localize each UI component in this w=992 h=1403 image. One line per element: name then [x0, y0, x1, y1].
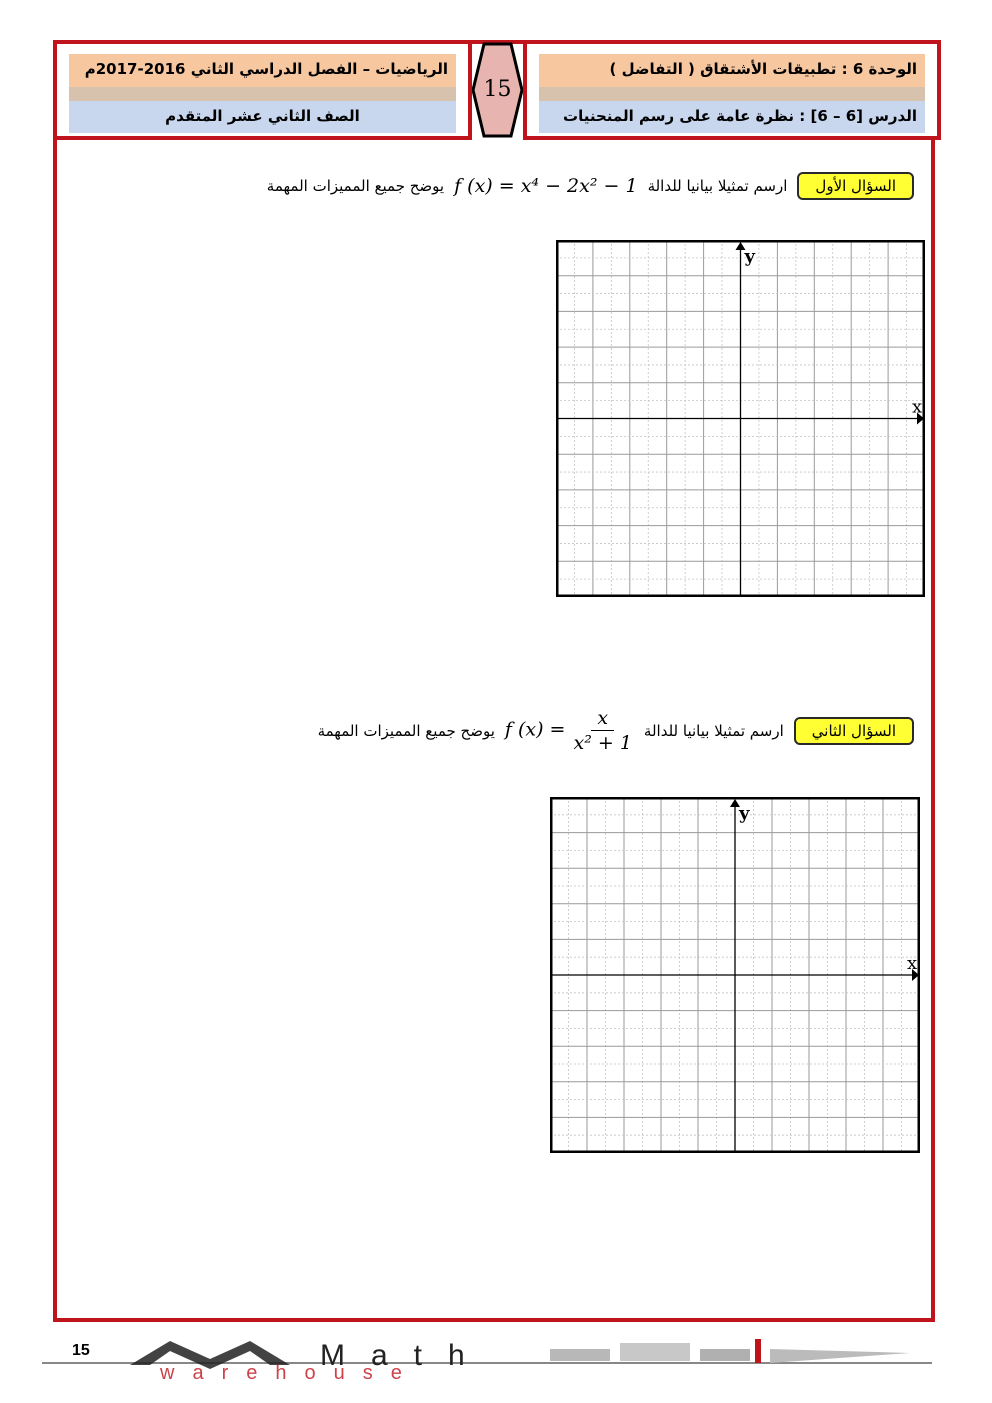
fraction-numerator: x [591, 706, 614, 731]
header-divider-band [539, 87, 925, 101]
question-2-badge: السؤال الثاني [794, 717, 914, 745]
fraction-denominator: x² + 1 [573, 732, 632, 754]
graph-grid-1 [556, 240, 925, 597]
question-2-prompt: ارسم تمثيلا بيانيا للدالة [643, 721, 784, 740]
grade-label: الصف الثاني عشر المتقدم [69, 101, 456, 133]
logo-warehouse-text: warehouse [160, 1362, 420, 1380]
x-axis-label: x [912, 396, 923, 418]
question-1-suffix: يوضح جميع المميزات المهمة [266, 177, 445, 195]
y-axis-label: y [739, 803, 750, 824]
question-1-formula [454, 175, 637, 197]
formula-lhs: f (x) = [454, 175, 515, 197]
fraction [574, 706, 632, 755]
question-1-row [267, 172, 914, 200]
question-1-prompt: ارسم تمثيلا بيانيا للدالة [647, 177, 788, 195]
math-warehouse-logo [130, 1335, 930, 1380]
unit-title: الوحدة 6 : تطبيقات الأشتقاق ( التفاضل ) [539, 54, 925, 87]
page-badge-number: 15 [483, 77, 512, 102]
y-axis-label: y [744, 246, 755, 267]
question-1-badge: السؤال الأول [797, 172, 914, 200]
logo-math-text: Math [320, 1339, 491, 1372]
formula-rhs: x⁴ − 2x² − 1 [520, 175, 638, 197]
lesson-title: الدرس [6 – 6] : نظرة عامة على رسم المنحنيات [539, 101, 925, 133]
page-badge [472, 40, 523, 140]
question-2-formula [505, 706, 634, 755]
question-2-suffix: يوضح جميع المميزات المهمة [317, 721, 495, 740]
footer-page-number: 15 [72, 1342, 90, 1359]
subject-semester-label: الرياضيات – الفصل الدراسي الثاني 2016-2017م [69, 54, 456, 87]
question-2-row [318, 706, 914, 755]
header-left-box [53, 40, 472, 140]
x-axis-label: x [907, 953, 918, 974]
formula-lhs: f (x) = [504, 718, 566, 741]
header-right-box [523, 40, 941, 140]
header-divider-band [69, 87, 456, 101]
graph-grid-2 [550, 797, 920, 1153]
